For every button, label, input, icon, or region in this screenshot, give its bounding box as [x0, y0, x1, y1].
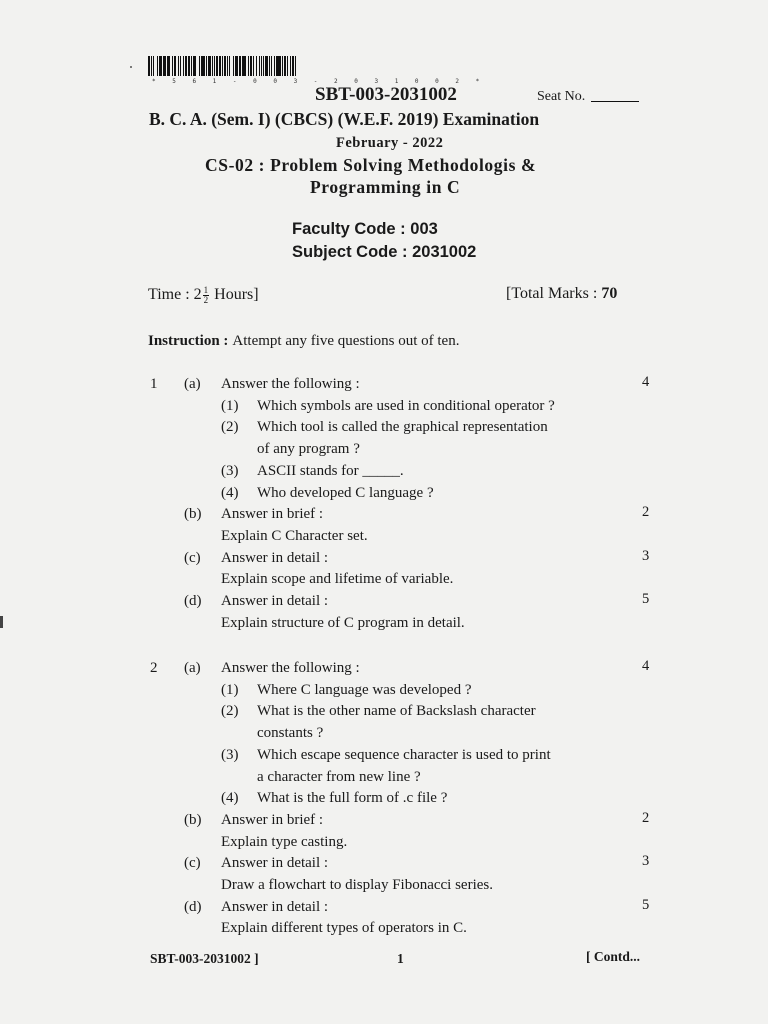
time-fraction — [203, 286, 210, 305]
instruction — [148, 333, 459, 350]
exam-title: B. C. A. (Sem. I) (CBCS) (W.E.F. 2019) Examination — [149, 109, 540, 129]
sub-question-text: Who developed C language ? — [257, 484, 434, 501]
footer-paper-code: SBT-003-2031002 ] — [150, 951, 259, 966]
part-label: (c) — [184, 549, 201, 566]
sub-question-text: Which symbols are used in conditional operator ? — [257, 397, 555, 414]
total-marks — [506, 285, 617, 303]
subject-title-line2: Programming in C — [310, 177, 461, 197]
seat-blank-line — [591, 101, 639, 102]
sub-question-text: What is the full form of .c file ? — [257, 790, 448, 807]
part-heading: Answer the following : — [221, 376, 360, 392]
sub-question-label: (2) — [221, 419, 239, 436]
part-label: (c) — [184, 855, 201, 872]
faculty-code: Faculty Code : 003 — [292, 220, 438, 238]
part-body: Explain C Character set. — [221, 527, 368, 544]
part-label: (a) — [184, 376, 201, 392]
paper-code: SBT-003-2031002 — [315, 84, 457, 105]
part-marks: 2 — [642, 504, 650, 521]
time-suffix: Hours] — [214, 286, 259, 304]
part-body: Explain type casting. — [221, 833, 348, 850]
sub-question-text: Where C language was developed ? — [257, 681, 472, 698]
instruction-label: Instruction : — [148, 333, 229, 349]
part-marks: 4 — [642, 374, 650, 390]
part-marks: 3 — [642, 547, 650, 564]
time-prefix: Time : 2 — [148, 286, 202, 304]
sub-question-label: (2) — [221, 703, 239, 720]
part-marks: 4 — [642, 658, 650, 674]
part-label: (d) — [184, 898, 202, 915]
sub-question-label: (4) — [221, 790, 239, 807]
part-heading: Answer in detail : — [221, 549, 329, 566]
scan-edge-mark — [0, 616, 3, 628]
part-marks: 2 — [642, 809, 650, 826]
question-number: 1 — [150, 376, 158, 392]
sub-question-text: ASCII stands for _____. — [257, 462, 404, 479]
sub-question-text: of any program ? — [257, 441, 360, 458]
barcode-digits: * 5 6 1 - 0 0 3 - 2 0 3 1 0 0 2 * — [152, 78, 486, 85]
part-heading: Answer the following : — [221, 660, 360, 676]
sub-question-label: (3) — [221, 746, 239, 763]
part-body: Explain structure of C program in detail. — [221, 614, 465, 631]
part-marks: 5 — [642, 591, 650, 607]
part-heading: Answer in detail : — [221, 855, 329, 872]
part-heading: Answer in detail : — [221, 898, 329, 915]
part-marks: 3 — [642, 853, 650, 870]
barcode-bar — [296, 56, 298, 76]
part-body: Explain scope and lifetime of variable. — [221, 571, 454, 588]
sub-question-text: Which tool is called the graphical representation — [257, 419, 548, 436]
subject-code: Subject Code : 2031002 — [292, 243, 477, 261]
part-body: Explain different types of operators in C. — [221, 920, 467, 937]
part-label: (b) — [184, 811, 202, 828]
time-fraction-numerator: 1 — [203, 285, 209, 295]
barcode — [148, 56, 428, 76]
sub-question-label: (4) — [221, 484, 239, 501]
exam-date: February - 2022 — [336, 135, 444, 151]
time-allowed — [148, 286, 259, 305]
part-marks: 5 — [642, 896, 650, 913]
sub-question-text: constants ? — [257, 725, 324, 742]
sub-question-text: What is the other name of Backslash character — [257, 703, 536, 720]
part-heading: Answer in brief : — [221, 506, 324, 523]
part-heading: Answer in detail : — [221, 593, 329, 609]
question-number: 2 — [150, 660, 158, 676]
part-label: (b) — [184, 506, 202, 523]
footer-continued: [ Contd... — [586, 949, 641, 964]
part-label: (d) — [184, 593, 202, 609]
part-heading: Answer in brief : — [221, 811, 324, 828]
instruction-text: Attempt any five questions out of ten. — [232, 333, 460, 349]
sub-question-label: (3) — [221, 462, 239, 479]
footer-page-number: 1 — [397, 951, 404, 966]
sub-question-label: (1) — [221, 397, 239, 414]
sub-question-text: Which escape sequence character is used to print — [257, 746, 551, 763]
seat-number-field — [537, 89, 639, 105]
sub-question-label: (1) — [221, 681, 239, 698]
subject-title-line1: CS-02 : Problem Solving Methodologis & — [205, 155, 537, 175]
time-fraction-denominator: 2 — [203, 295, 209, 305]
part-label: (a) — [184, 660, 201, 676]
scan-speck — [130, 66, 132, 68]
total-marks-label: [Total Marks : — [506, 285, 598, 302]
total-marks-value: 70 — [601, 285, 618, 302]
sub-question-text: a character from new line ? — [257, 768, 421, 785]
seat-label: Seat No. — [537, 89, 586, 104]
part-body: Draw a flowchart to display Fibonacci series. — [221, 877, 493, 893]
